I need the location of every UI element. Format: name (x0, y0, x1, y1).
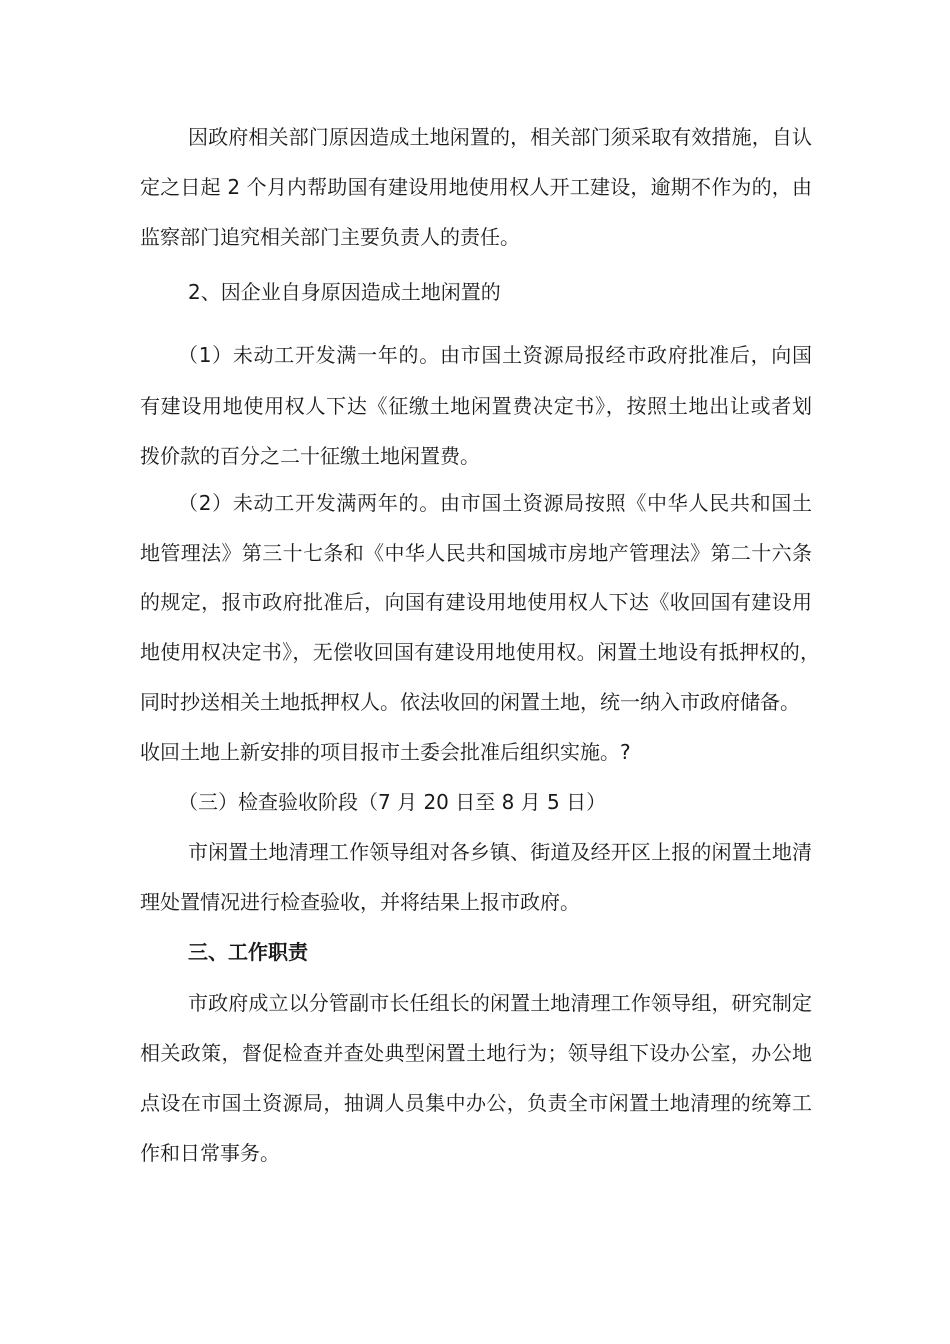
section-heading: 三、工作职责 (188, 940, 308, 964)
paragraph-line: 市政府成立以分管副市长任组长的闲置土地清理工作领导组，研究制定 (188, 991, 812, 1015)
paragraph-line: 定之日起 2 个月内帮助国有建设用地使用权人开工建设，逾期不作为的，由 (140, 175, 812, 199)
paragraph-line: 理处置情况进行检查验收，并将结果上报市政府。 (140, 890, 580, 914)
paragraph-line: 地使用权决定书》，无偿收回国有建设用地使用权。闲置土地设有抵押权的， (140, 640, 820, 664)
paragraph-line: 因政府相关部门原因造成土地闲置的，相关部门须采取有效措施，自认 (188, 125, 812, 149)
paragraph-line: 有建设用地使用权人下达《征缴土地闲置费决定书》，按照土地出让或者划 (140, 394, 812, 418)
paragraph-line: 拨价款的百分之二十征缴土地闲置费。 (140, 444, 480, 468)
paragraph-line: 相关政策，督促检查并查处典型闲置土地行为；领导组下设办公室，办公地 (140, 1041, 812, 1065)
section-heading: 2、因企业自身原因造成土地闲置的 (188, 280, 501, 304)
paragraph-line: 地管理法》第三十七条和《中华人民共和国城市房地产管理法》第二十六条 (140, 541, 812, 565)
paragraph-line: 市闲置土地清理工作领导组对各乡镇、街道及经开区上报的闲置土地清 (188, 840, 812, 864)
paragraph-line: 点设在市国土资源局，抽调人员集中办公，负责全市闲置土地清理的统筹工 (140, 1091, 812, 1115)
paragraph-line: （1）未动工开发满一年的。由市国土资源局报经市政府批准后，向国 (178, 343, 812, 367)
paragraph-line: 同时抄送相关土地抵押权人。依法收回的闲置土地，统一纳入市政府储备。 (140, 690, 800, 714)
section-heading: （三）检查验收阶段（7 月 20 日至 8 月 5 日） (178, 790, 607, 814)
paragraph-line: （2）未动工开发满两年的。由市国土资源局按照《中华人民共和国土 (178, 491, 812, 515)
paragraph-line: 收回土地上新安排的项目报市土委会批准后组织实施。? (140, 740, 631, 764)
paragraph-line: 的规定，报市政府批准后，向国有建设用地使用权人下达《收回国有建设用 (140, 590, 812, 614)
paragraph-line: 作和日常事务。 (140, 1141, 280, 1165)
paragraph-line: 监察部门追究相关部门主要负责人的责任。 (140, 225, 520, 249)
